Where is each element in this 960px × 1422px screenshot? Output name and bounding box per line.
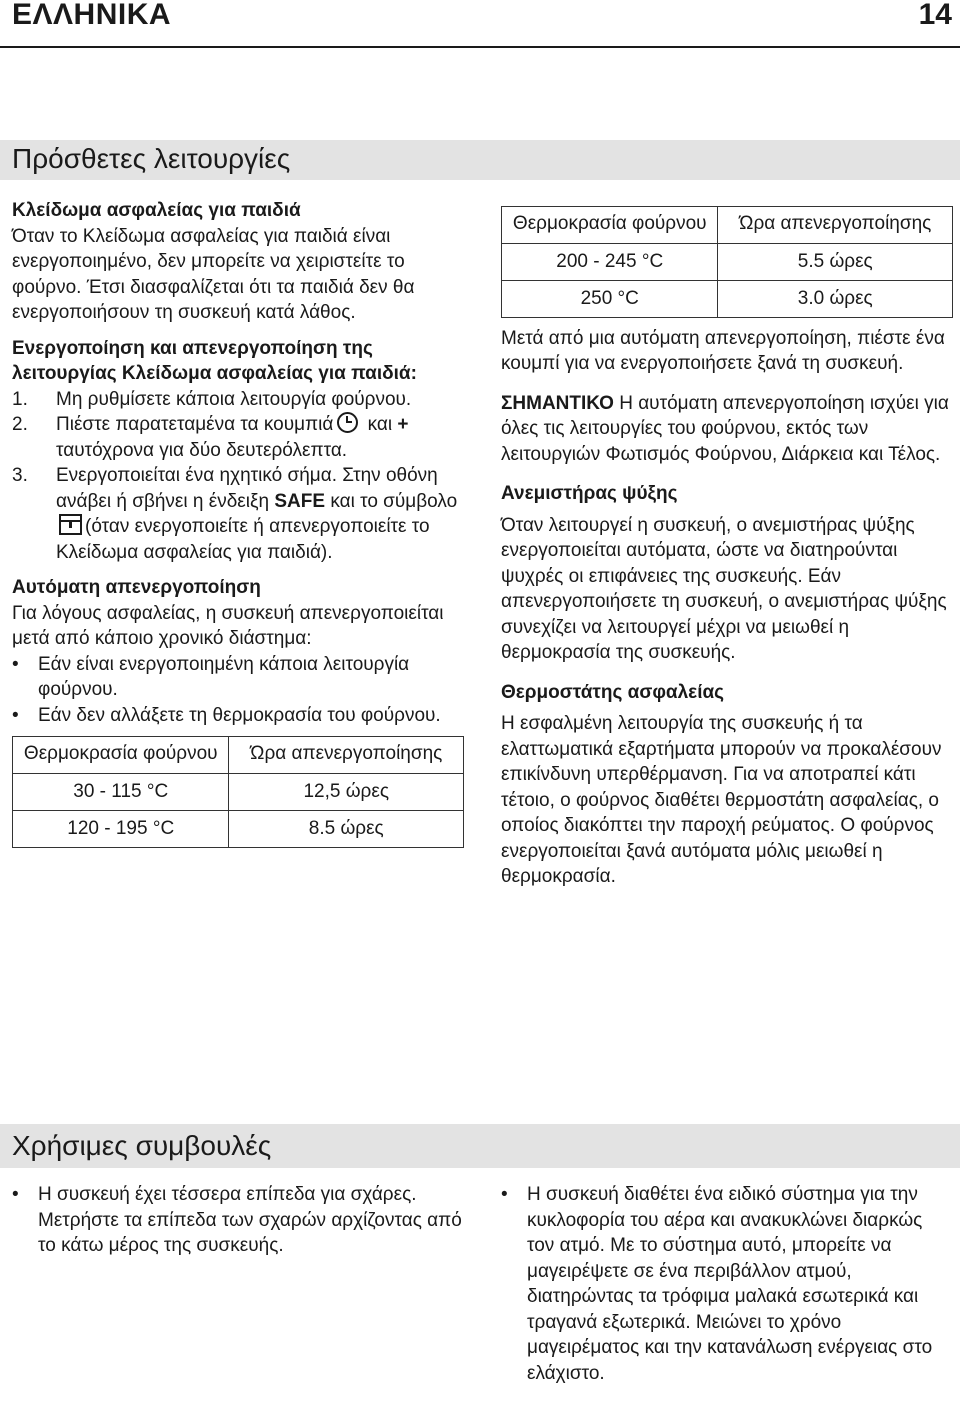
table-header-shutoff-time: Ώρα απενεργοποίησης xyxy=(229,737,464,774)
table-cell: 250 °C xyxy=(502,280,718,317)
tip-text: Η συσκευή έχει τέσσερα επίπεδα για σχάρες. Μετρήστε τα επίπεδα των σχαρών αρχίζοντας από το κάτω μέρος της συσκευής. xyxy=(38,1184,462,1256)
page-number: 14 xyxy=(918,0,952,31)
table-cell: 5.5 ώρες xyxy=(718,243,953,280)
table-row xyxy=(502,243,953,280)
lock-icon xyxy=(59,514,82,535)
auto-off-heading: Αυτόματη απενεργοποίηση xyxy=(12,577,261,598)
step-text-d: (όταν ενεργοποιείτε ή απενεργοποιείτε το Κλείδωμα ασφαλείας για παιδιά). xyxy=(56,516,430,563)
safe-indicator: SAFE xyxy=(274,490,326,512)
step-text xyxy=(56,463,467,565)
clock-icon xyxy=(337,412,358,433)
step-text: Μη ρυθμίσετε κάποια λειτουργία φούρνου. xyxy=(56,388,412,410)
step-text-c: ταυτόχρονα για δύο δευτερόλεπτα. xyxy=(56,439,348,461)
list-item xyxy=(12,1182,467,1259)
table-cell: 30 - 115 °C xyxy=(13,773,229,810)
step-number: 1. xyxy=(12,388,28,410)
step-text-a: Πιέστε παρατεταμένα τα κουμπιά xyxy=(56,414,334,435)
table-row xyxy=(502,280,953,317)
thermostat-heading: Θερμοστάτης ασφαλείας xyxy=(501,681,725,703)
shutoff-table-low xyxy=(12,736,464,848)
child-lock-intro: Όταν το Κλείδωμα ασφαλείας για παιδιά είναι ενεργοποιημένο, δεν μπορείτε να χειριστείτε το φούρνο. Έτσι διασφαλίζεται ότι τα παιδιά δεν θα ενεργοποιήσουν τη συσκευή κατά λάθος. xyxy=(12,225,415,323)
list-item xyxy=(12,387,467,413)
list-item xyxy=(501,1182,953,1386)
child-lock-steps xyxy=(12,387,467,566)
important-text: Η αυτόματη απενεργοποίηση ισχύει για όλες τις λειτουργίες του φούρνου, εκτός των λειτουργιών Φωτισμός Φούρνου, Διάρκεια και Τέλος. xyxy=(501,392,949,465)
step-text-a: Ενεργοποιείται ένα ηχητικό σήμα. xyxy=(56,465,337,486)
step-number: 2. xyxy=(12,414,28,435)
step-text-c: και το σύμβολο xyxy=(330,490,458,512)
step-text-b: Στην οθόνη ανάβει ή σβήνει η ένδειξη xyxy=(56,465,438,512)
important-note xyxy=(501,391,953,468)
table-row xyxy=(13,810,464,847)
right-column xyxy=(501,206,953,890)
bullet: • xyxy=(501,1184,508,1205)
section-header-useful-tips xyxy=(0,1124,960,1168)
shutoff-table-high xyxy=(501,206,953,318)
bullet-text: Εάν είναι ενεργοποιημένη κάποια λειτουργία φούρνου. xyxy=(38,653,410,700)
important-label: ΣΗΜΑΝΤΙΚΟ xyxy=(501,392,614,414)
plus-symbol: + xyxy=(397,414,409,435)
section-header-additional-functions xyxy=(0,140,960,180)
list-item xyxy=(12,703,467,729)
bullet: • xyxy=(12,704,19,726)
table-header-row xyxy=(502,207,953,244)
auto-off-bullets xyxy=(12,652,467,729)
thermostat-text: Η εσφαλμένη λειτουργία της συσκευής ή τα ελαττωματικά εξαρτήματα μπορούν να προκαλέσουν επικίνδυνη υπερθέρμανση. Για να αποτραπεί κάτι τέτοιο, ο φούρνος διαθέτει θερμοστάτη ασφαλείας, ο οποίος διακόπτει την παροχή ρεύματος. Ο φούρνος ενεργοποιείται ξανά αυτόματα μόλις μειωθεί η θερμοκρασία. xyxy=(501,713,942,887)
cooling-fan-heading: Ανεμιστήρας ψύξης xyxy=(501,483,678,504)
table-row xyxy=(13,773,464,810)
tips-list xyxy=(12,1182,467,1259)
step-number: 3. xyxy=(12,465,28,486)
bullet: • xyxy=(12,653,19,675)
tips-right-column xyxy=(501,1182,953,1386)
table-header-row xyxy=(13,737,464,774)
table-header-temperature: Θερμοκρασία φούρνου xyxy=(502,207,718,244)
table-cell: 8.5 ώρες xyxy=(229,810,464,847)
after-shutoff-note: Μετά από μια αυτόματη απενεργοποίηση, πιέστε ένα κουμπί για να ενεργοποιήσετε ξανά τη συσκευή. xyxy=(501,327,945,374)
table-cell: 120 - 195 °C xyxy=(13,810,229,847)
list-item xyxy=(12,652,467,703)
step-text xyxy=(56,412,467,463)
cooling-fan-text: Όταν λειτουργεί η συσκευή, ο ανεμιστήρας ψύξης ενεργοποιείται αυτόματα, ώστε να διατηρούνται ψυχρές οι επιφάνειες της συσκευής. Εάν απενεργοποιήσετε τη συσκευή, ο ανεμιστήρας ψύξης συνεχίζει να λειτουργεί μέχρι να μειωθεί η θερμοκρασία της συσκευής. xyxy=(501,514,947,663)
tips-left-column xyxy=(12,1182,467,1259)
list-item xyxy=(12,463,467,565)
child-lock-heading: Κλείδωμα ασφαλείας για παιδιά xyxy=(12,200,301,221)
table-header-temperature: Θερμοκρασία φούρνου xyxy=(13,737,229,774)
step-text-b: και xyxy=(367,414,393,435)
header-rule xyxy=(0,46,960,48)
auto-off-intro: Για λόγους ασφαλείας, η συσκευή απενεργοποιείται μετά από κάποιο χρονικό διάστημα: xyxy=(12,602,444,649)
table-cell: 12,5 ώρες xyxy=(229,773,464,810)
table-cell: 3.0 ώρες xyxy=(718,280,953,317)
language-label: ΕΛΛΗΝΙΚΑ xyxy=(12,0,172,31)
bullet: • xyxy=(12,1184,19,1205)
child-lock-subheading: Ενεργοποίηση και απενεργοποίηση της λειτουργίας Κλείδωμα ασφαλείας για παιδιά: xyxy=(12,337,417,384)
table-header-shutoff-time: Ώρα απενεργοποίησης xyxy=(718,207,953,244)
section-title: Πρόσθετες λειτουργίες xyxy=(12,143,291,174)
section-title: Χρήσιμες συμβουλές xyxy=(12,1130,272,1161)
tips-list xyxy=(501,1182,953,1386)
table-cell: 200 - 245 °C xyxy=(502,243,718,280)
left-column xyxy=(12,198,467,848)
bullet-text: Εάν δεν αλλάξετε τη θερμοκρασία του φούρνου. xyxy=(38,704,441,726)
list-item xyxy=(12,412,467,463)
tip-text: Η συσκευή διαθέτει ένα ειδικό σύστημα για την κυκλοφορία του αέρα και ανακυκλώνει διαρκώς τον ατμό. Με το σύστημα αυτό, μπορείτε να μαγειρέψετε σε ένα περιβάλλον ατμού, διατηρώντας τα τρόφιμα μαλακά εσωτερικά και τραγανά εξωτερικά. Μειώνει το χρόνο μαγειρέματος και την κατανάλωση ενέργειας στο ελάχιστο. xyxy=(527,1184,933,1384)
